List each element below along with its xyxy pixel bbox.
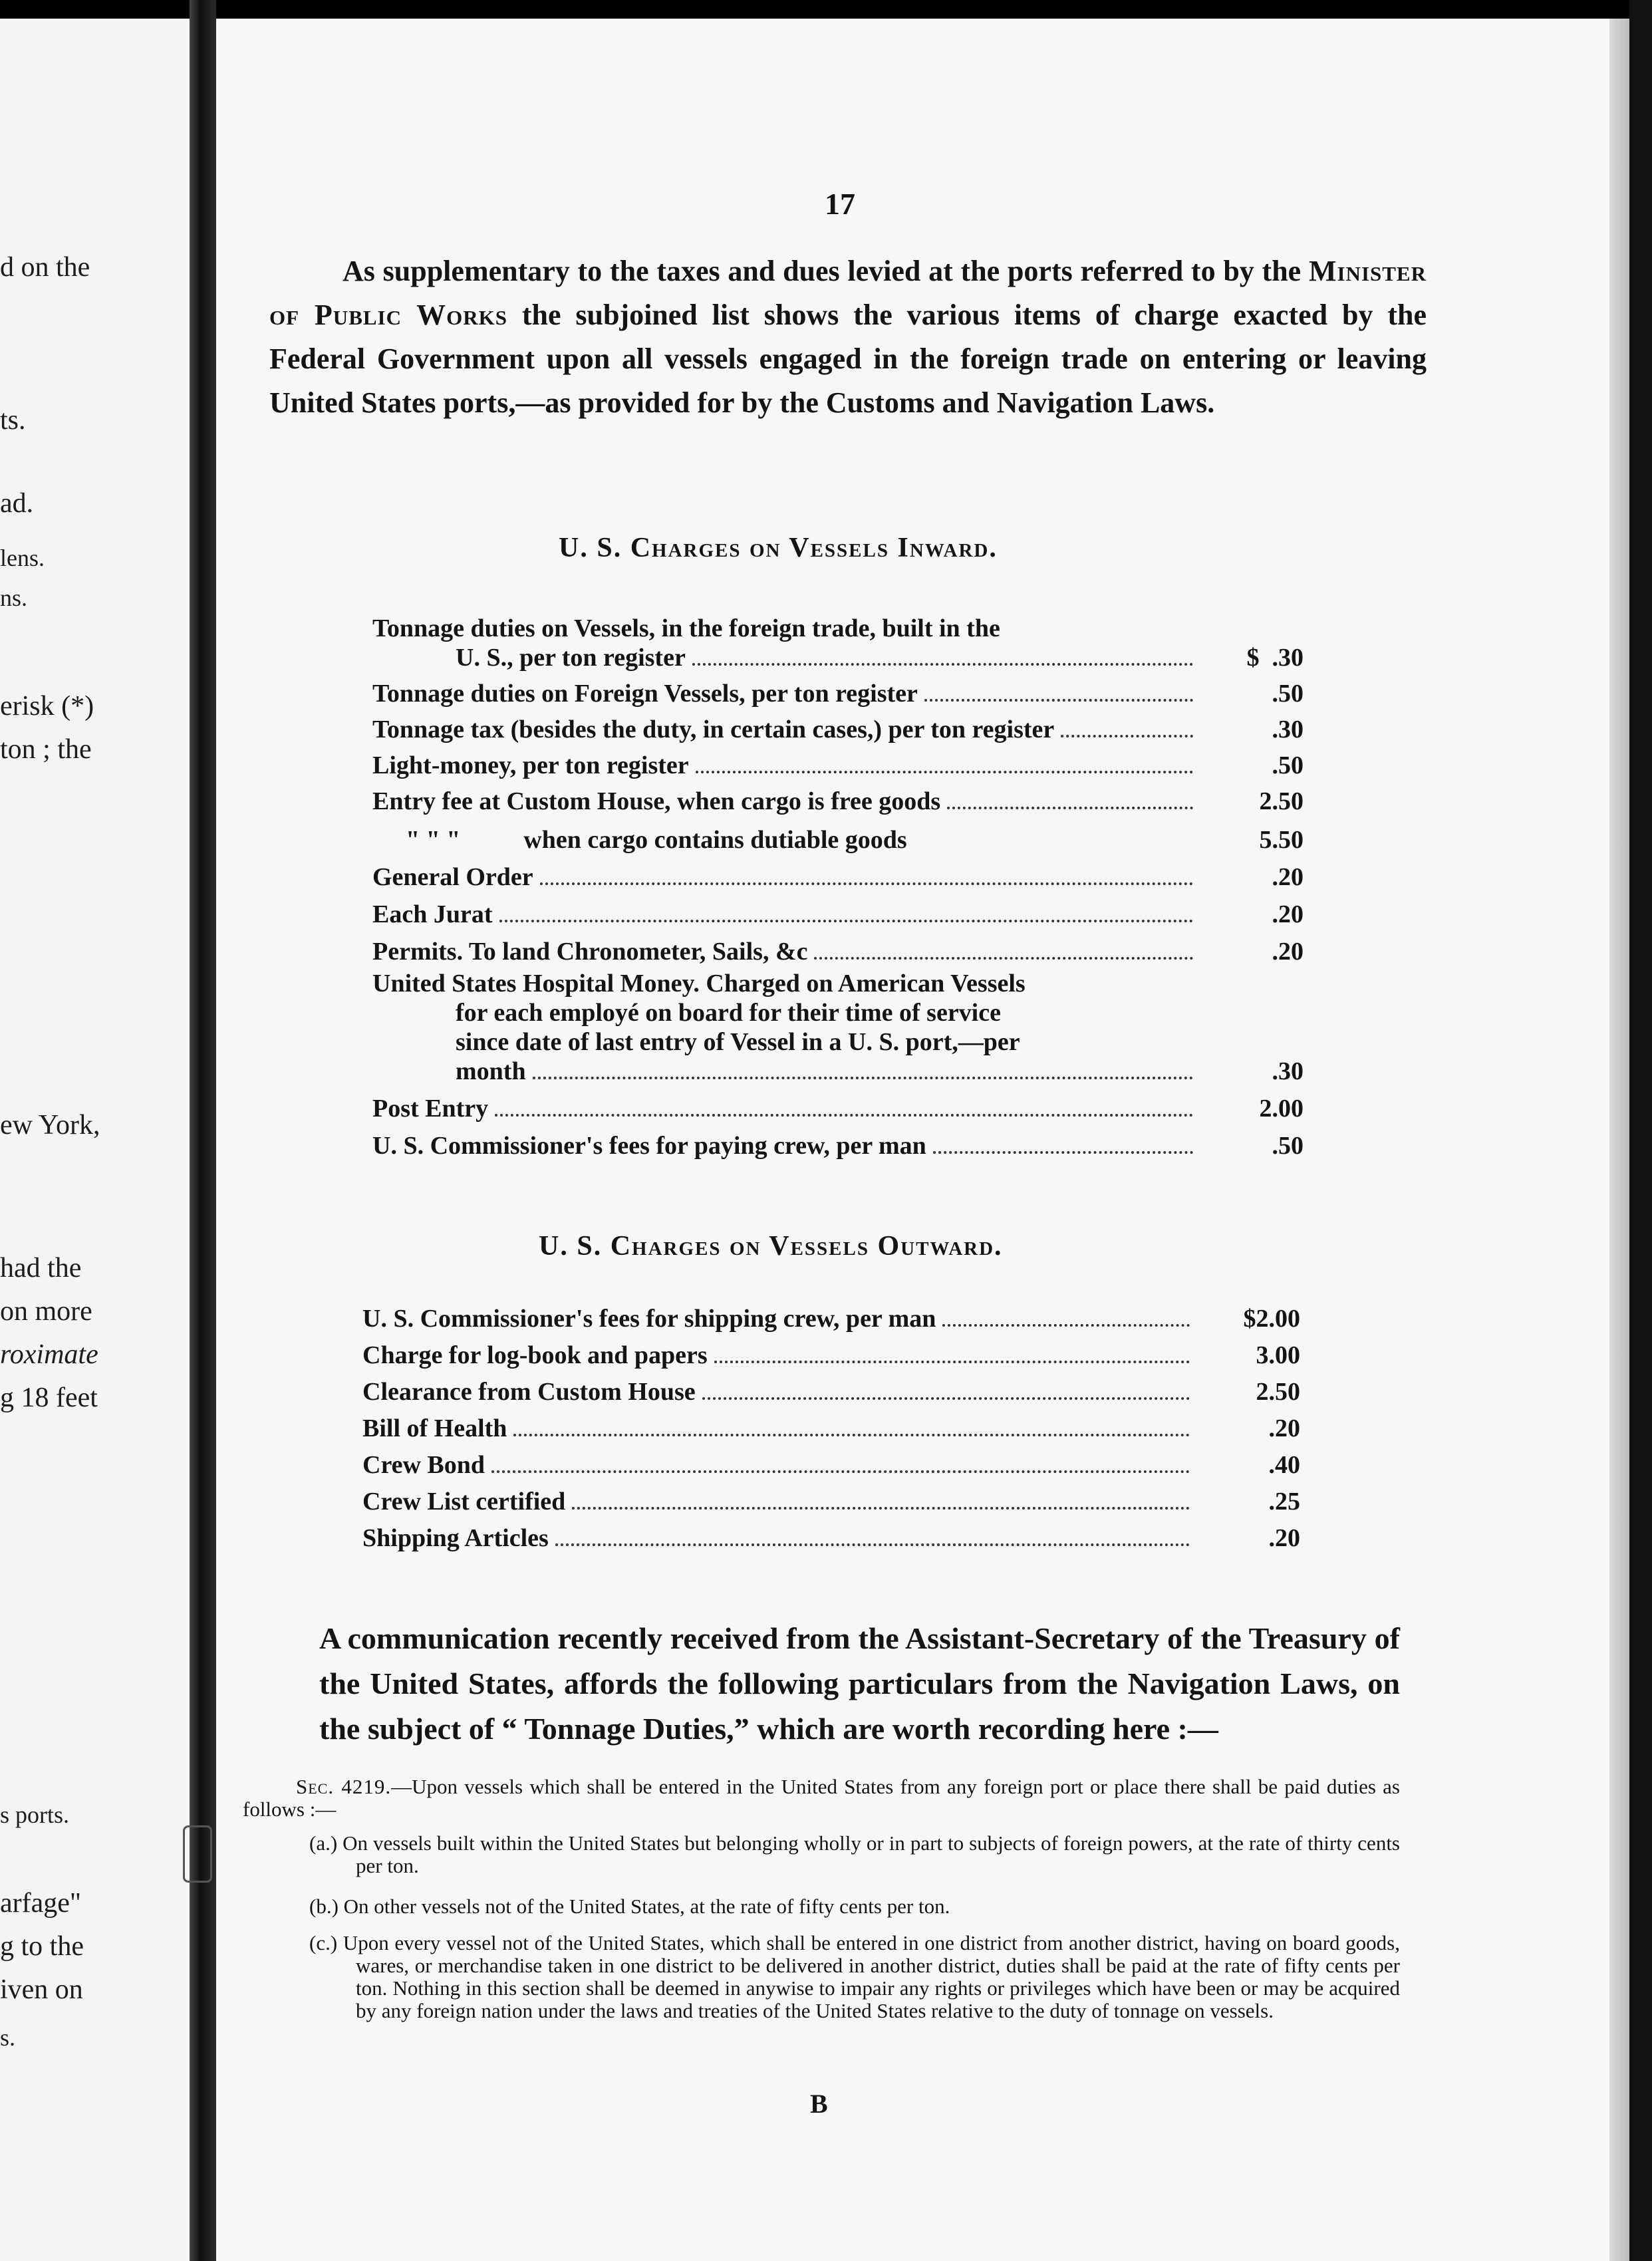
table-row [372, 708, 1304, 744]
table-row [362, 1297, 1300, 1333]
row-label: Permits. To land Chronometer, Sails, &c [372, 938, 808, 966]
facing-page-fragment [0, 19, 190, 2261]
row-label: Charge for log-book and papers [362, 1341, 708, 1369]
intro-text-part1: As supplementary to the taxes and dues levied at the ports referred to by the [343, 255, 1309, 287]
currency-sign: $ [1246, 644, 1260, 672]
left-fragment: iven on [0, 1974, 83, 2005]
clause-text: On other vessels not of the United States, at the rate of fifty cents per ton. [343, 1895, 950, 1918]
table-row [372, 855, 1304, 892]
page-number: 17 [825, 187, 855, 221]
intro-paragraph [269, 249, 1427, 425]
minister-title: Minister of Public Works [269, 255, 1427, 331]
row-amount: .30 [1272, 716, 1304, 743]
row-amount: .20 [1272, 938, 1304, 966]
clause-text: On vessels built within the United States but belonging wholly or in part to subjects of foreign powers, at the rate of thirty cents per ton. [343, 1831, 1400, 1877]
table-row [372, 929, 1304, 966]
clause-text: Upon every vessel not of the United States, which shall be entered in one district from another district, having on board goods, wares, or merchandise taken in one district to be delivered in another district, duties shall be paid at the rate of fifty cents per ton. Nothing in this section shall be deemed in anywise to impair any rights or privileges which have been or may be acquired by any foreign nation under the laws and treaties of the United States relative to the duty of tonnage on vessels. [343, 1931, 1400, 2022]
left-fragment: erisk (*) [0, 691, 94, 722]
clause-mark: (c.) [309, 1931, 338, 1954]
row-amount: .20 [1272, 900, 1304, 928]
left-fragment: ns. [0, 585, 28, 611]
row-label: Each Jurat [372, 900, 493, 928]
clause-mark: (b.) [309, 1895, 339, 1918]
leader-dots [814, 957, 1193, 960]
leader-dots [696, 771, 1193, 773]
row-label: Post Entry [372, 1095, 489, 1123]
clause-c [309, 1932, 1400, 2022]
leader-dots [933, 1151, 1193, 1154]
row-label: Bill of Health [362, 1414, 507, 1442]
leader-dots [499, 920, 1194, 922]
row-amount: .30 [1272, 1057, 1304, 1085]
leader-dots [555, 1543, 1190, 1546]
book-spine [190, 0, 216, 2261]
row-amount: 5.50 [1259, 826, 1304, 854]
row-amount: .20 [1268, 1524, 1300, 1552]
row-amount: .30 [1272, 644, 1304, 672]
left-fragment: roximate [0, 1339, 98, 1370]
row-label: Crew List certified [362, 1488, 566, 1516]
left-fragment: s. [0, 2024, 16, 2051]
section-label: Sec. 4219. [296, 1775, 392, 1798]
row-label: Entry fee at Custom House, when cargo is free goods [372, 787, 941, 815]
table-row [372, 1086, 1304, 1123]
row-amount: .50 [1272, 751, 1304, 779]
table-row [372, 608, 1304, 672]
left-fragment: had the [0, 1253, 82, 1283]
row-label: General Order [372, 863, 533, 891]
row-label-cont: month [456, 1057, 526, 1085]
row-label: when cargo contains dutiable goods [523, 826, 907, 854]
binding-clip [183, 1825, 212, 1883]
left-fragment: g to the [0, 1931, 84, 1962]
table-row [362, 1406, 1300, 1443]
row-amount: 3.00 [1256, 1341, 1300, 1369]
row-amount: .50 [1272, 680, 1304, 708]
left-fragment: s ports. [0, 1801, 70, 1828]
row-amount: 2.00 [1259, 1095, 1304, 1123]
table-row [372, 1123, 1304, 1160]
row-amount: .50 [1272, 1132, 1304, 1160]
outward-charges-table [362, 1297, 1300, 1553]
row-label: Tonnage duties on Vessels, in the foreign trade, built in the [372, 614, 1000, 642]
row-label: U. S. Commissioner's fees for paying crew, per man [372, 1132, 926, 1160]
outward-heading: U. S. Charges on Vessels Outward. [539, 1231, 1003, 1262]
row-label: U. S. Commissioner's fees for shipping crew, per man [362, 1305, 936, 1333]
scan-right-border [1629, 0, 1652, 2261]
left-fragment: ew York, [0, 1110, 100, 1140]
section-text: —Upon vessels which shall be entered in the United States from any foreign port or place there shall be paid duties as follows :— [243, 1775, 1400, 1821]
row-label: United States Hospital Money. Charged on American Vessels [372, 970, 1026, 998]
clause-b [309, 1895, 1400, 1918]
communication-paragraph: A communication recently received from the Assistant-Secretary of the Treasury of the United States, affords the following particulars from the Navigation Laws, on the subject of “ Tonnage Duties,” which are worth recording here :— [319, 1621, 1400, 1746]
left-fragment: ad. [0, 488, 34, 519]
leader-dots [533, 1077, 1193, 1079]
row-amount: $2.00 [1243, 1305, 1300, 1333]
table-row [362, 1370, 1300, 1406]
table-row [362, 1333, 1300, 1370]
row-amount: .20 [1272, 863, 1304, 891]
clause-a [309, 1832, 1400, 1877]
table-row [362, 1443, 1300, 1480]
row-amount: .40 [1268, 1451, 1300, 1479]
table-row [372, 966, 1304, 1086]
left-fragment: ton ; the [0, 734, 92, 765]
leader-dots [947, 807, 1193, 809]
scan-top-border [0, 0, 1652, 19]
table-row [362, 1516, 1300, 1553]
table-row [372, 744, 1304, 780]
leader-dots [1061, 735, 1193, 737]
leader-dots [942, 1324, 1190, 1327]
left-fragment: arfage" [0, 1888, 82, 1919]
row-amount: .20 [1268, 1414, 1300, 1442]
row-label-line: for each employé on board for their time of service [456, 999, 1001, 1027]
row-label: Tonnage tax (besides the duty, in certain cases,) per ton register [372, 716, 1055, 743]
leader-dots [714, 1361, 1190, 1363]
leader-dots [540, 882, 1193, 885]
left-fragment: g 18 feet [0, 1383, 98, 1413]
leader-dots [572, 1507, 1190, 1510]
left-fragment: on more [0, 1296, 92, 1327]
table-row [372, 672, 1304, 708]
row-amount: .25 [1268, 1488, 1300, 1516]
row-label-line: since date of last entry of Vessel in a U. S. port,—per [456, 1028, 1020, 1056]
inward-charges-table [372, 608, 1304, 1160]
row-label: Shipping Articles [362, 1524, 549, 1552]
inward-heading: U. S. Charges on Vessels Inward. [559, 533, 998, 563]
page-edge [1609, 19, 1629, 2261]
left-fragment: lens. [0, 545, 45, 571]
clause-mark: (a.) [309, 1831, 338, 1855]
row-label: Crew Bond [362, 1451, 485, 1479]
signature-mark: B [810, 2089, 828, 2119]
table-row [372, 816, 1304, 855]
leader-dots [692, 663, 1193, 666]
table-row [372, 780, 1304, 816]
left-fragment: ts. [0, 405, 26, 436]
table-row [372, 892, 1304, 929]
leader-dots [924, 699, 1193, 702]
row-label-cont: U. S., per ton register [456, 644, 686, 672]
ditto-marks: " " " [406, 826, 461, 854]
leader-dots [491, 1470, 1190, 1473]
left-fragment: d on the [0, 252, 90, 283]
row-label: Clearance from Custom House [362, 1378, 696, 1406]
section-4219 [243, 1776, 1400, 1821]
leader-dots [495, 1114, 1193, 1117]
table-row [362, 1480, 1300, 1516]
leader-dots [513, 1434, 1190, 1436]
row-amount: 2.50 [1256, 1378, 1300, 1406]
row-label: Tonnage duties on Foreign Vessels, per ton register [372, 680, 918, 708]
row-label: Light-money, per ton register [372, 751, 689, 779]
leader-dots [702, 1397, 1190, 1400]
row-amount: 2.50 [1259, 787, 1304, 815]
intro-text-part2: the subjoined list shows the various items of charge exacted by the Federal Government upon all vessels engaged in the foreign trade on entering or leaving United States ports,—as provided for by the Customs and Navigation Laws. [269, 299, 1427, 419]
